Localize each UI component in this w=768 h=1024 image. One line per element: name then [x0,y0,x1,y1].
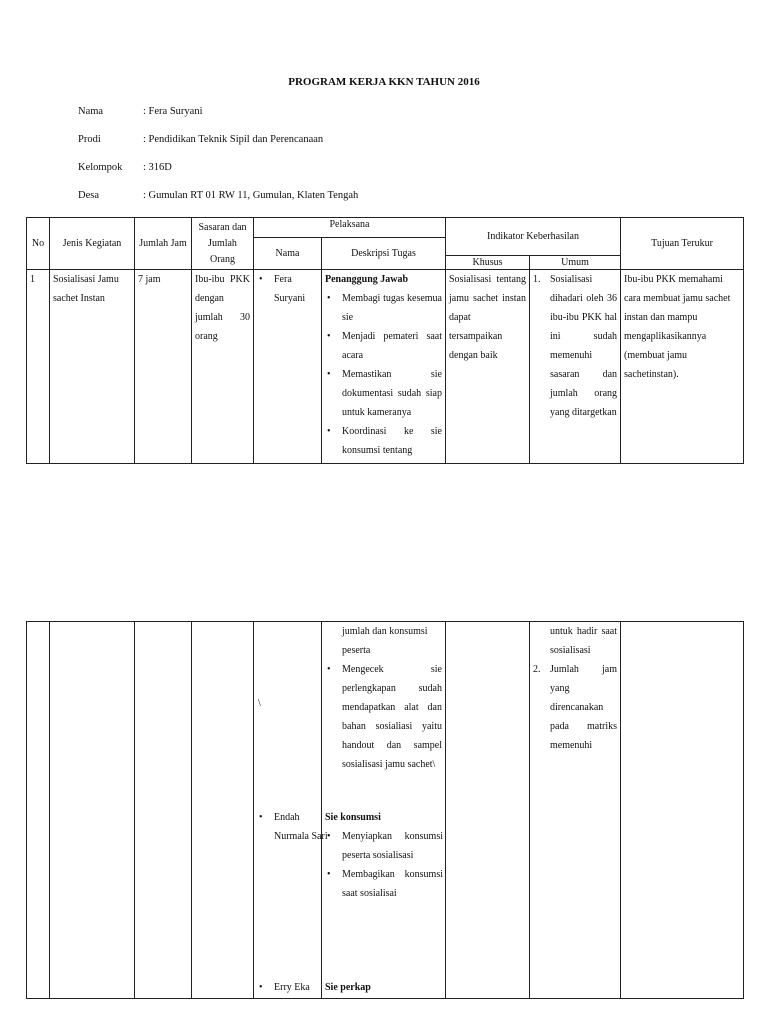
task-list [325,827,443,903]
task-item: • Koordinasi ke sie konsumsi tentang [325,422,442,460]
jumlah-jam-cell: 7 jam [135,270,192,464]
empty-cell [446,622,530,999]
umum-list [533,270,617,422]
info-label-kelompok: Kelompok [78,162,123,173]
sie-konsumsi-block [325,808,443,903]
task-item: • Menyiapkan konsumsi peserta sosialisasi [325,827,443,865]
role-title: Penanggung Jawab [325,274,409,285]
header-deskripsi-tugas: Deskripsi Tugas [322,238,446,270]
indikator-umum-cell [530,270,621,464]
pelaksana-name-cell [254,270,322,464]
task-list [325,660,442,774]
jenis-kegiatan-cell: Sosialisasi Jamu sachet Instan [50,270,135,464]
empty-cell [27,622,50,999]
task-item: • Membagi tugas kesemua sie [325,289,442,327]
pelaksana-name: • Fera Suryani [257,270,318,308]
deskripsi-tugas-cell [322,270,446,464]
empty-cell [135,622,192,999]
info-value-nama: : Fera Suryani [143,106,203,117]
info-label-nama: Nama [78,106,104,117]
role-title: Sie perkap [325,982,371,993]
pelaksana-name: • Erry Eka [257,978,334,997]
info-value-prodi: : Pendidikan Teknik Sipil dan Perencanaan [143,134,324,145]
task-item: • Mengecek sie perlengkapan sudah mendapatkan alat dan bahan sosialiasi yaitu handout dan sampel sosialisasi jamu sachet\ [325,660,442,774]
info-label-desa: Desa [78,190,99,201]
stray-backslash: \ [258,698,261,709]
row-number: 1 [27,270,50,464]
header-indikator: Indikator Keberhasilan [446,218,621,256]
work-program-table-page1 [26,217,744,464]
header-nama: Nama [254,238,322,270]
umum-item [533,270,617,422]
info-label-prodi: Prodi [78,134,101,145]
indikator-khusus-cell: Sosialisasi tentang jamu sachet instan dapat tersampaikan dengan baik [446,270,530,464]
info-value-kelompok: : 316D [143,162,172,173]
umum-item-text: Sosialisasi dihadari oleh 36 ibu-ibu PKK hal ini sudah memenuhi sasaran dan jumlah orang yang ditargetkan [550,274,618,418]
pelaksana-name-cell [254,622,328,999]
header-jumlah-jam: Jumlah Jam [135,218,192,270]
umum-item-number: 1. [533,274,541,285]
header-pelaksana: Pelaksana [254,218,446,238]
empty-cell [50,622,135,999]
umum-list [533,660,617,755]
empty-cell [621,622,744,999]
indikator-umum-cell [530,622,621,999]
task-item: • Membagikan konsumsi saat sosialisai [325,865,443,903]
task-list [325,289,442,460]
header-jenis-kegiatan: Jenis Kegiatan [50,218,135,270]
role-title: Sie konsumsi [325,812,381,823]
empty-cell [192,622,254,999]
task-continuation: jumlah dan konsumsi peserta [342,626,428,656]
header-no: No [27,218,50,270]
header-tujuan-terukur: Tujuan Terukur [621,218,744,270]
umum-continuation: untuk hadir saat sosialisasi [550,626,617,656]
umum-item-number: 2. [533,664,541,675]
info-value-desa: : Gumulan RT 01 RW 11, Gumulan, Klaten Tengah [143,190,359,201]
tujuan-terukur-cell: Ibu-ibu PKK memahami cara membuat jamu sachet instan dan mampu mengaplikasikannya (membuat jamu sachetinstan). [621,270,744,464]
umum-item [533,660,617,755]
header-sasaran: Sasaran dan Jumlah Orang [192,218,254,270]
task-item: • Menjadi pemateri saat acara [325,327,442,365]
umum-item-text: Jumlah jam yang direncanakan pada matriks memenuhi [550,664,617,751]
work-program-table-page2 [26,621,744,999]
header-umum: Umum [530,256,621,270]
pelaksana-name: • Endah Nurmala Sari [257,808,334,846]
deskripsi-tugas-cell [322,622,446,999]
document-title: PROGRAM KERJA KKN TAHUN 2016 [288,76,480,88]
sasaran-cell: Ibu-ibu PKK dengan jumlah 30 orang [192,270,254,464]
header-khusus: Khusus [446,256,530,270]
task-item: • Memastikan sie dokumentasi sudah siap untuk kameranya [325,365,442,422]
